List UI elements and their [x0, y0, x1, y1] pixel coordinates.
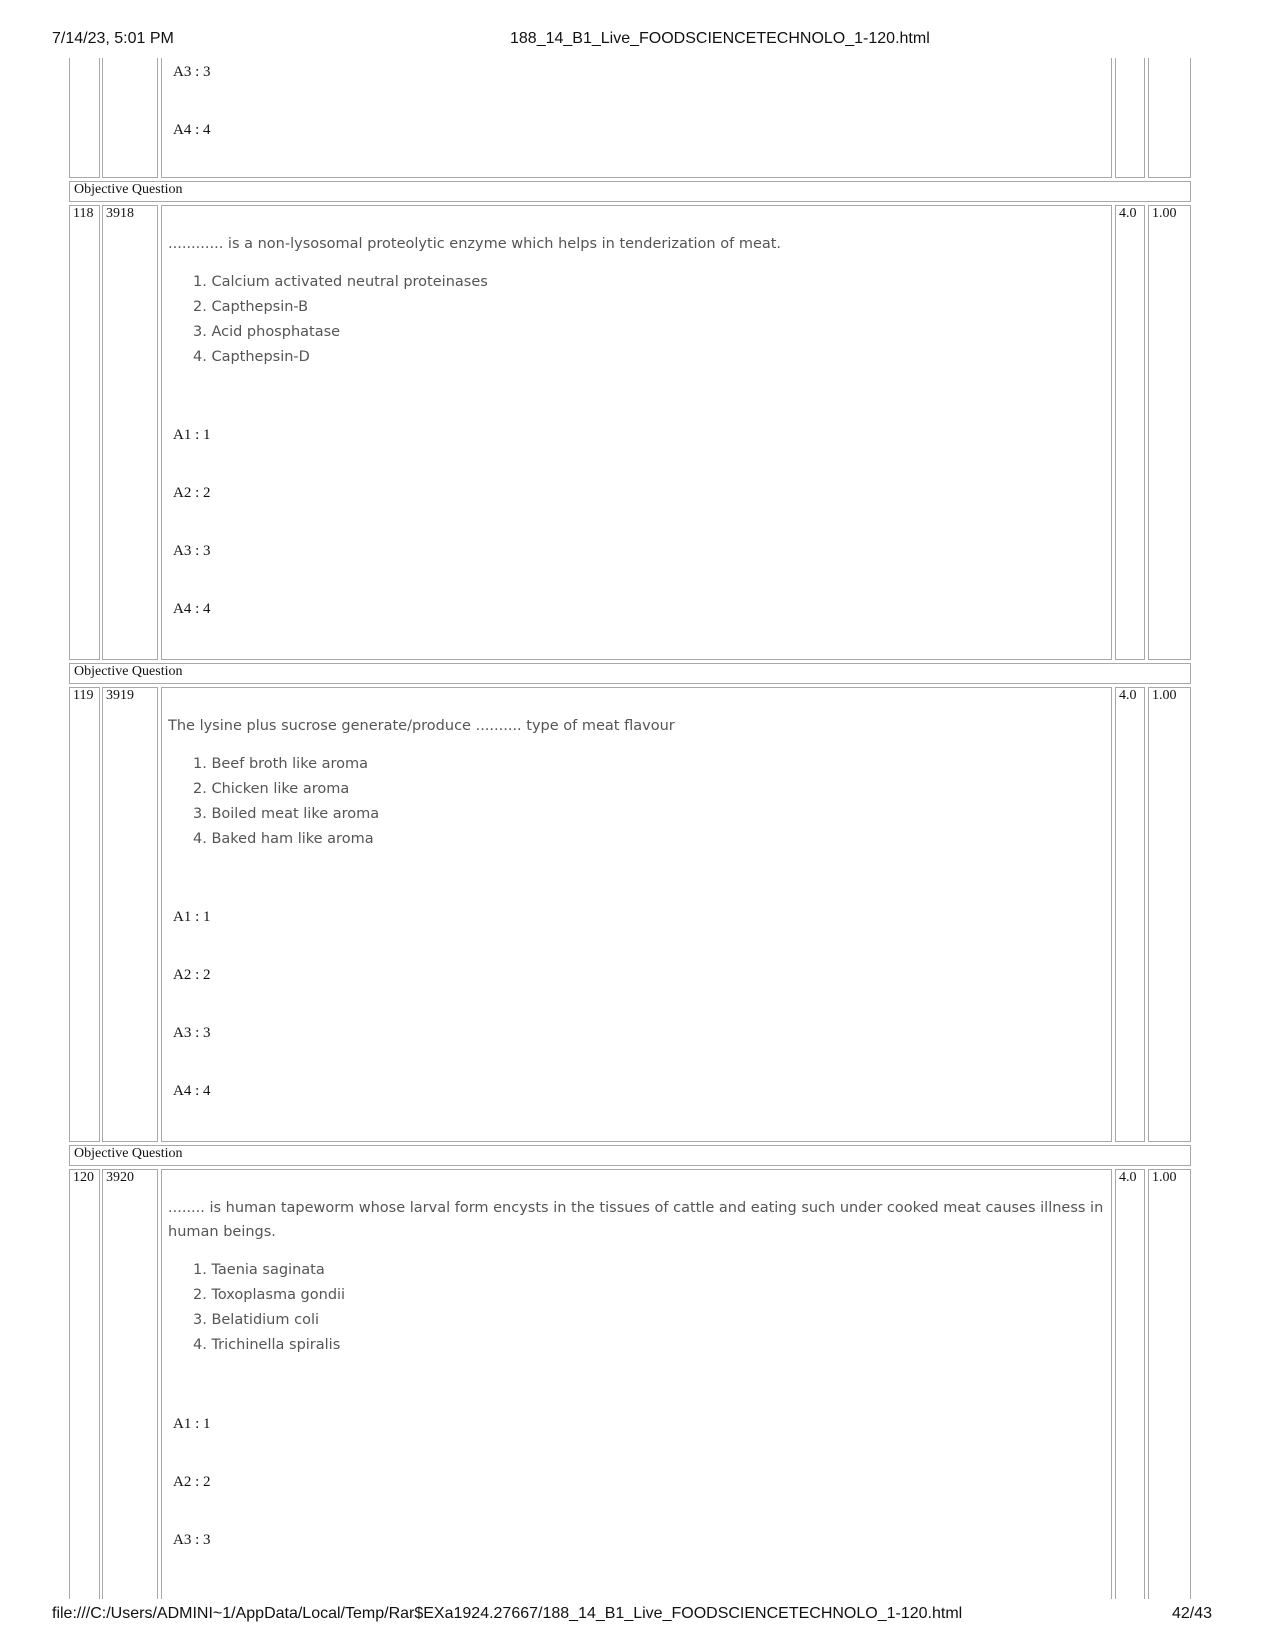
- answer-option: A3 : 3: [173, 1532, 211, 1548]
- question-option: 4. Baked ham like aroma: [193, 831, 374, 847]
- negative-cell: [1148, 58, 1191, 178]
- negative-cell: [1148, 1169, 1191, 1599]
- question-serial: 119: [73, 688, 94, 703]
- answer-option: A1 : 1: [173, 1416, 211, 1432]
- question-cell: [161, 58, 1112, 178]
- question-text: The lysine plus sucrose generate/produce .......... type of meat flavour: [168, 718, 675, 734]
- answer-option: A3 : 3: [173, 64, 211, 80]
- print-file-path: file:///C:/Users/ADMINI~1/AppData/Local/Temp/Rar$EXa1924.27667/188_14_B1_Live_FOODSCIENCETECHNOLO_1-120.html: [52, 1605, 963, 1622]
- answer-option: A4 : 4: [173, 122, 211, 138]
- answer-option: A3 : 3: [173, 1025, 211, 1041]
- question-option: 4. Capthepsin-D: [193, 349, 310, 365]
- section-row: [69, 181, 1191, 202]
- question-option: 3. Acid phosphatase: [193, 324, 341, 340]
- question-option: 2. Toxoplasma gondii: [193, 1287, 346, 1303]
- section-row: [69, 1145, 1191, 1166]
- section-label: Objective Question: [74, 664, 183, 679]
- qid-cell: [102, 205, 158, 660]
- negative-marks-value: 1.00: [1152, 688, 1177, 703]
- marks-cell: [1115, 1169, 1145, 1599]
- answer-option: A1 : 1: [173, 909, 211, 925]
- question-id: 3918: [106, 206, 134, 221]
- answer-option: A2 : 2: [173, 1474, 211, 1490]
- answer-option: A4 : 4: [173, 601, 211, 617]
- qid-cell: [102, 687, 158, 1142]
- answer-option: A4 : 4: [173, 1083, 211, 1099]
- question-option: 1. Calcium activated neutral proteinases: [193, 274, 488, 290]
- question-option: 1. Beef broth like aroma: [193, 756, 369, 772]
- negative-marks-value: 1.00: [1152, 1170, 1177, 1185]
- question-text: ............ is a non-lysosomal proteolytic enzyme which helps in tenderization of meat.: [168, 236, 782, 252]
- print-datetime: 7/14/23, 5:01 PM: [52, 30, 174, 47]
- section-label: Objective Question: [74, 182, 183, 197]
- question-option: 1. Taenia saginata: [193, 1262, 325, 1278]
- answer-option: A3 : 3: [173, 543, 211, 559]
- marks-cell: [1115, 687, 1145, 1142]
- question-serial: 118: [73, 206, 94, 221]
- marks-cell: [1115, 205, 1145, 660]
- question-serial: 120: [73, 1170, 94, 1185]
- marks-value: 4.0: [1119, 688, 1137, 703]
- qid-cell: [102, 58, 158, 178]
- negative-cell: [1148, 687, 1191, 1142]
- sno-cell: [69, 58, 100, 178]
- marks-value: 4.0: [1119, 206, 1137, 221]
- section-label: Objective Question: [74, 1146, 183, 1161]
- qid-cell: [102, 1169, 158, 1599]
- marks-value: 4.0: [1119, 1170, 1137, 1185]
- answer-option: A2 : 2: [173, 485, 211, 501]
- question-id: 3919: [106, 688, 134, 703]
- question-option: 2. Chicken like aroma: [193, 781, 350, 797]
- sno-cell: [69, 205, 100, 660]
- question-option: 3. Belatidium coli: [193, 1312, 319, 1328]
- section-row: [69, 663, 1191, 684]
- question-text: ........ is human tapeworm whose larval form encysts in the tissues of cattle and eating such under cooked meat causes illness in human beings.: [168, 1200, 1104, 1240]
- marks-cell: [1115, 58, 1145, 178]
- sno-cell: [69, 687, 100, 1142]
- negative-marks-value: 1.00: [1152, 206, 1177, 221]
- negative-cell: [1148, 205, 1191, 660]
- print-page-number: 42/43: [1172, 1605, 1213, 1622]
- question-option: 2. Capthepsin-B: [193, 299, 309, 315]
- answer-option: A1 : 1: [173, 427, 211, 443]
- question-id: 3920: [106, 1170, 134, 1185]
- sno-cell: [69, 1169, 100, 1599]
- print-title: 188_14_B1_Live_FOODSCIENCETECHNOLO_1-120.html: [510, 30, 930, 47]
- question-option: 3. Boiled meat like aroma: [193, 806, 380, 822]
- answer-option: A2 : 2: [173, 967, 211, 983]
- question-option: 4. Trichinella spiralis: [193, 1337, 341, 1353]
